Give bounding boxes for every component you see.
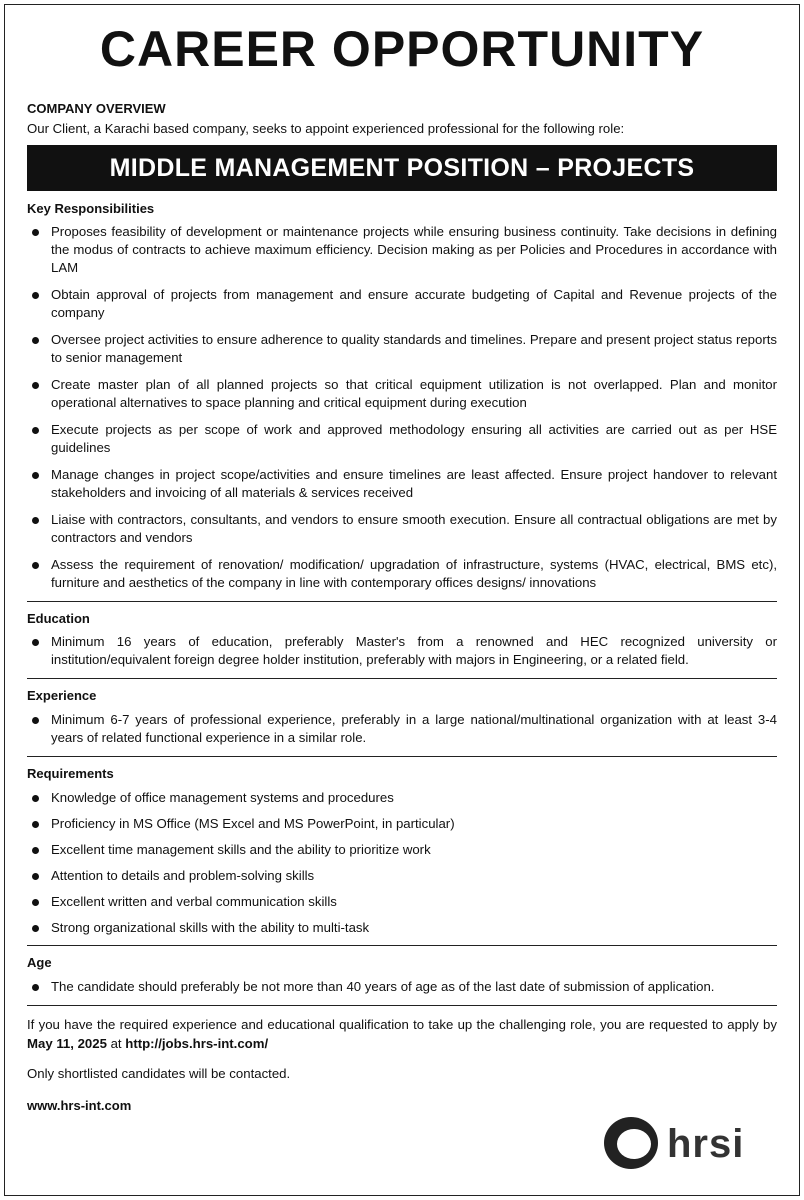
company-overview-heading: COMPANY OVERVIEW [27, 101, 166, 116]
requirements-heading: Requirements [27, 766, 114, 781]
list-item [27, 556, 777, 592]
list-item-text: Attention to details and problem-solving skills [51, 868, 315, 883]
bullet-icon [32, 639, 39, 646]
closing-paragraph [27, 1015, 777, 1053]
closing-connector: at [106, 1036, 126, 1051]
hrsi-logo [601, 1113, 773, 1173]
bullet-icon [32, 427, 39, 434]
bullet-icon [32, 873, 39, 880]
list-item-text: Knowledge of office management systems and procedures [51, 790, 394, 805]
bullet-icon [32, 517, 39, 524]
section-divider [27, 1005, 777, 1006]
experience-list [27, 711, 777, 747]
list-item [27, 633, 777, 669]
list-item [27, 286, 777, 322]
list-item-text: Proficiency in MS Office (MS Excel and MS PowerPoint, in particular) [51, 816, 455, 831]
list-item [27, 223, 777, 277]
list-item [27, 331, 777, 367]
education-list [27, 633, 777, 669]
key-responsibilities-list [27, 223, 777, 592]
company-overview-text: Our Client, a Karachi based company, seeks to appoint experienced professional for the following role: [27, 121, 625, 136]
bullet-icon [32, 795, 39, 802]
list-item-text: Minimum 6-7 years of professional experience, preferably in a large national/multinational organization with at least 3-4 years of related functional experience in a similar role. [51, 712, 777, 745]
list-item [27, 867, 777, 885]
list-item [27, 919, 777, 937]
list-item-text: Liaise with contractors, consultants, and vendors to ensure smooth execution. Ensure all contractual obligations are met by contractors and vendors [51, 512, 777, 545]
education-heading: Education [27, 611, 90, 626]
bullet-icon [32, 229, 39, 236]
section-divider [27, 945, 777, 946]
list-item-text: Manage changes in project scope/activities and ensure timelines are least affected. Ensure project handover to relevant stakeholders and invoicing of all materials & services received [51, 467, 777, 500]
logo-wordmark: hrsi [667, 1122, 745, 1166]
website-link[interactable]: www.hrs-int.com [27, 1098, 132, 1113]
page-title: CAREER OPPORTUNITY [99, 21, 705, 77]
list-item [27, 815, 777, 833]
bullet-icon [32, 562, 39, 569]
list-item-text: Execute projects as per scope of work and approved methodology ensuring all activities are carried out as per HSE guidelines [51, 422, 777, 455]
bullet-icon [32, 984, 39, 991]
list-item-text: The candidate should preferably be not more than 40 years of age as of the last date of submission of application. [51, 979, 715, 994]
apply-link[interactable]: http://jobs.hrs-int.com/ [125, 1036, 269, 1051]
list-item-text: Excellent time management skills and the ability to prioritize work [51, 842, 431, 857]
bullet-icon [32, 472, 39, 479]
list-item-text: Minimum 16 years of education, preferably Master's from a renowned and HEC recognized university or institution/equivalent foreign degree holder institution, preferably with majors in Engineering, or a related field. [51, 634, 777, 667]
list-item [27, 376, 777, 412]
list-item-text: Strong organizational skills with the ability to multi-task [51, 920, 370, 935]
list-item [27, 466, 777, 502]
bullet-icon [32, 382, 39, 389]
list-item-text: Excellent written and verbal communication skills [51, 894, 337, 909]
list-item-text: Create master plan of all planned projects so that critical equipment utilization is not overlapped. Plan and monitor operational alternatives to space planning and critical equipment during execution [51, 377, 777, 410]
hrsi-ring-logo-icon [604, 1117, 658, 1169]
list-item [27, 421, 777, 457]
bullet-icon [32, 717, 39, 724]
closing-text: If you have the required experience and educational qualification to take up the challenging role, you are requested to apply by [27, 1017, 777, 1032]
list-item [27, 789, 777, 807]
bullet-icon [32, 925, 39, 932]
list-item-text: Obtain approval of projects from management and ensure accurate budgeting of Capital and Revenue projects of the company [51, 287, 777, 320]
section-divider [27, 756, 777, 757]
bullet-icon [32, 899, 39, 906]
list-item [27, 841, 777, 859]
bullet-icon [32, 292, 39, 299]
age-heading: Age [27, 955, 52, 970]
section-divider [27, 678, 777, 679]
experience-heading: Experience [27, 688, 97, 703]
list-item [27, 978, 777, 996]
age-list [27, 978, 777, 996]
list-item [27, 511, 777, 547]
bullet-icon [32, 821, 39, 828]
shortlist-note: Only shortlisted candidates will be contacted. [27, 1066, 291, 1081]
bullet-icon [32, 847, 39, 854]
ad-content [27, 100, 777, 1115]
bullet-icon [32, 337, 39, 344]
list-item-text: Assess the requirement of renovation/ modification/ upgradation of infrastructure, systems (HVAC, electrical, BMS etc), furniture and aesthetics of the company in line with contemporary offices designs/ innovations [51, 557, 777, 590]
list-item [27, 711, 777, 747]
key-responsibilities-heading: Key Responsibilities [27, 201, 155, 216]
list-item-text: Proposes feasibility of development or maintenance projects while ensuring business continuity. Take decisions in defining the modus of contracts to achieve maximum efficiency. Decision making as per Policies and Procedures in accordance with LAM [51, 224, 777, 275]
deadline-date: May 11, 2025 [27, 1036, 107, 1051]
list-item [27, 893, 777, 911]
job-advertisement [4, 4, 800, 1196]
position-banner: MIDDLE MANAGEMENT POSITION – PROJECTS [27, 145, 777, 191]
requirements-list [27, 789, 777, 937]
list-item-text: Oversee project activities to ensure adherence to quality standards and timelines. Prepare and present project status reports to senior management [51, 332, 777, 365]
section-divider [27, 601, 777, 602]
